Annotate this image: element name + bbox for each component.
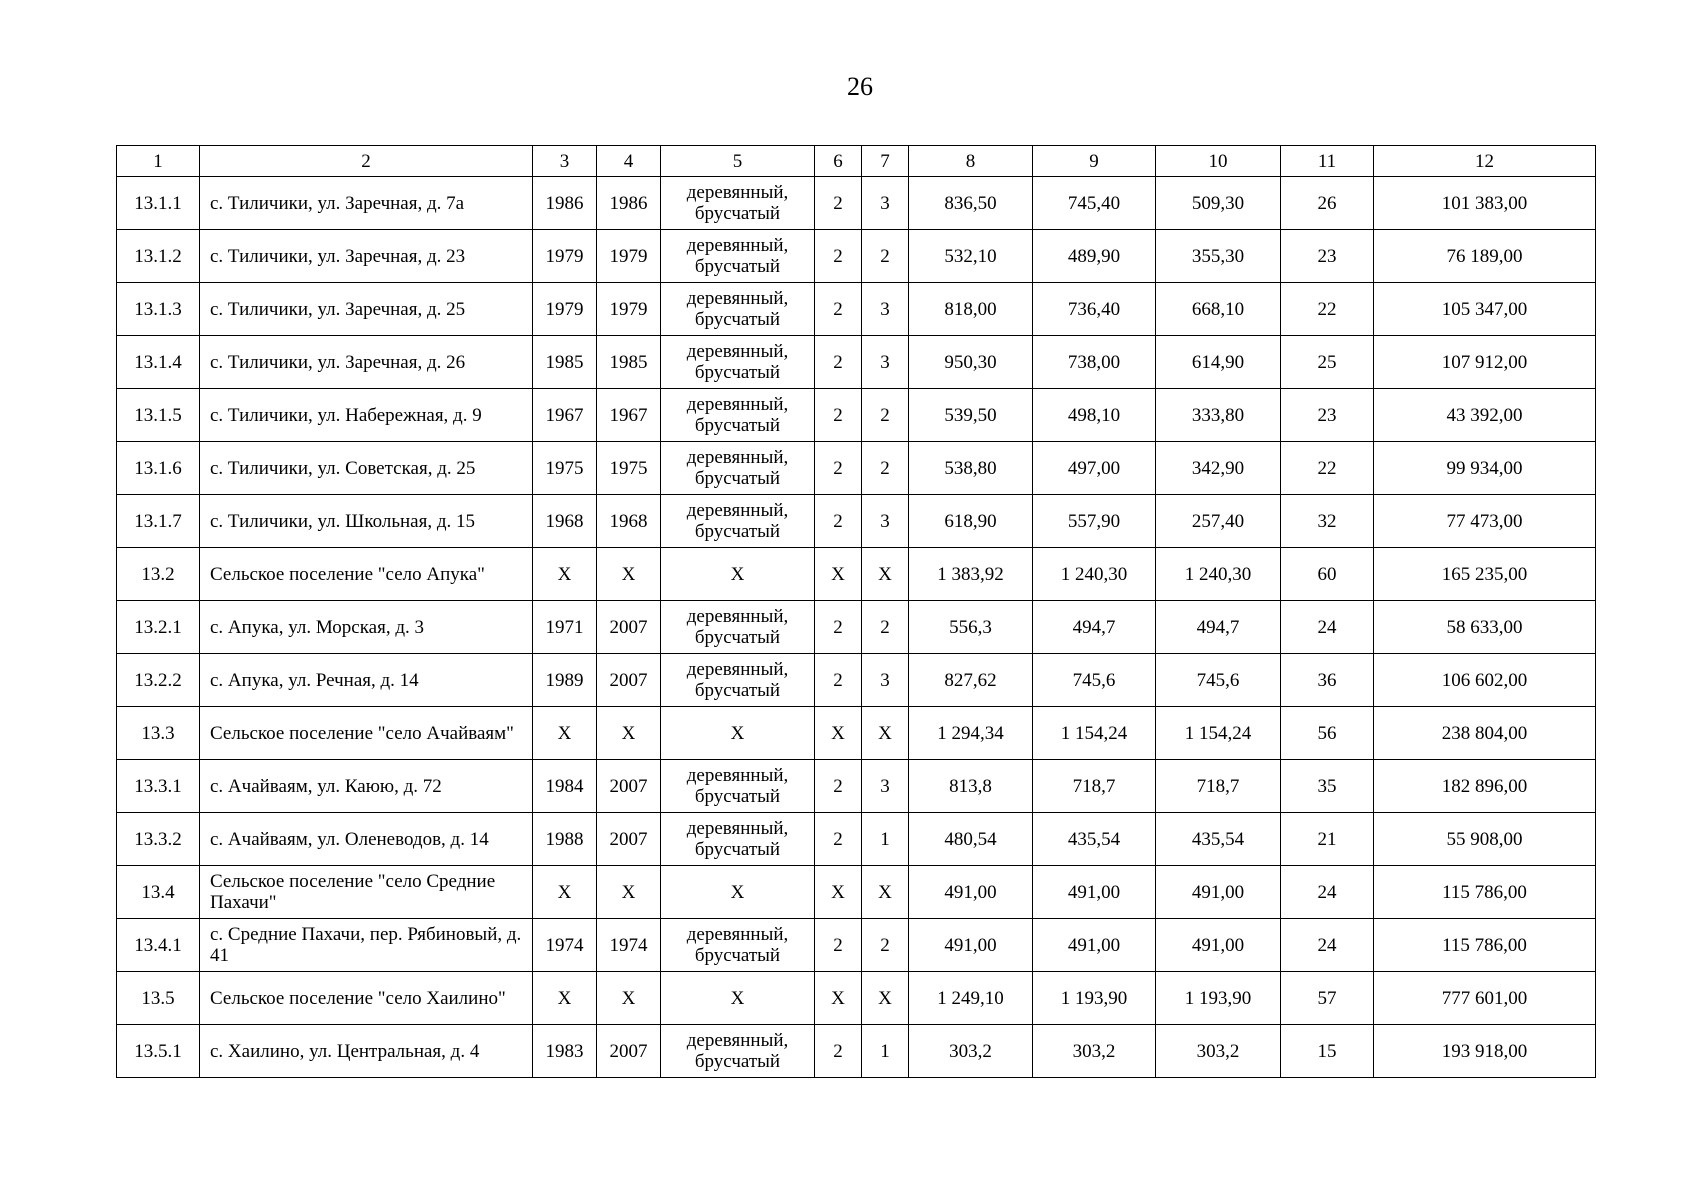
col-residents: 23 bbox=[1281, 230, 1374, 283]
col-entrances: 3 bbox=[862, 283, 909, 336]
col-cost: 43 392,00 bbox=[1374, 389, 1596, 442]
col-living-area: 491,00 bbox=[1033, 919, 1156, 972]
col-entrances: 3 bbox=[862, 336, 909, 389]
col-entrances: 3 bbox=[862, 760, 909, 813]
col-wall-material: деревянный, брусчатый bbox=[661, 1025, 815, 1078]
col-residents: 21 bbox=[1281, 813, 1374, 866]
col-wall-material: деревянный, брусчатый bbox=[661, 283, 815, 336]
col-entrances: 2 bbox=[862, 442, 909, 495]
header-cell-12: 12 bbox=[1374, 146, 1596, 177]
col-wall-material: деревянный, брусчатый bbox=[661, 495, 815, 548]
col-living-area: 745,40 bbox=[1033, 177, 1156, 230]
col-cost: 182 896,00 bbox=[1374, 760, 1596, 813]
col-living-area: 494,7 bbox=[1033, 601, 1156, 654]
col-living-area: 498,10 bbox=[1033, 389, 1156, 442]
col-floors: 2 bbox=[815, 654, 862, 707]
col-address: с. Апука, ул. Морская, д. 3 bbox=[200, 601, 533, 654]
col-total-area: 556,3 bbox=[909, 601, 1033, 654]
col-row-id: 13.1.1 bbox=[117, 177, 200, 230]
col-year-built: 1988 bbox=[533, 813, 597, 866]
col-residents: 23 bbox=[1281, 389, 1374, 442]
col-row-id: 13.1.5 bbox=[117, 389, 200, 442]
col-year-transfer: X bbox=[597, 866, 661, 919]
col-residents: 56 bbox=[1281, 707, 1374, 760]
table-row bbox=[117, 866, 1596, 919]
col-year-built: 1967 bbox=[533, 389, 597, 442]
col-residents: 24 bbox=[1281, 866, 1374, 919]
header-cell-1: 1 bbox=[117, 146, 200, 177]
col-residents: 26 bbox=[1281, 177, 1374, 230]
col-row-id: 13.1.6 bbox=[117, 442, 200, 495]
col-cost: 193 918,00 bbox=[1374, 1025, 1596, 1078]
table-row bbox=[117, 972, 1596, 1025]
col-area-10: 491,00 bbox=[1156, 919, 1281, 972]
col-entrances: 2 bbox=[862, 601, 909, 654]
col-cost: 115 786,00 bbox=[1374, 866, 1596, 919]
col-year-built: 1979 bbox=[533, 283, 597, 336]
col-residents: 32 bbox=[1281, 495, 1374, 548]
header-cell-10: 10 bbox=[1156, 146, 1281, 177]
col-cost: 76 189,00 bbox=[1374, 230, 1596, 283]
col-floors: 2 bbox=[815, 336, 862, 389]
col-wall-material: деревянный, брусчатый bbox=[661, 336, 815, 389]
col-cost: 238 804,00 bbox=[1374, 707, 1596, 760]
col-year-built: 1971 bbox=[533, 601, 597, 654]
table-row bbox=[117, 230, 1596, 283]
col-year-built: 1975 bbox=[533, 442, 597, 495]
col-address: с. Ачайваям, ул. Каюю, д. 72 bbox=[200, 760, 533, 813]
col-entrances: 2 bbox=[862, 919, 909, 972]
col-living-area: 491,00 bbox=[1033, 866, 1156, 919]
header-cell-6: 6 bbox=[815, 146, 862, 177]
col-total-area: 491,00 bbox=[909, 919, 1033, 972]
header-cell-5: 5 bbox=[661, 146, 815, 177]
col-total-area: 532,10 bbox=[909, 230, 1033, 283]
table-row bbox=[117, 336, 1596, 389]
col-floors: 2 bbox=[815, 760, 862, 813]
col-area-10: 303,2 bbox=[1156, 1025, 1281, 1078]
col-living-area: 736,40 bbox=[1033, 283, 1156, 336]
col-wall-material: деревянный, брусчатый bbox=[661, 230, 815, 283]
col-total-area: 1 249,10 bbox=[909, 972, 1033, 1025]
col-address: с. Хаилино, ул. Центральная, д. 4 bbox=[200, 1025, 533, 1078]
col-wall-material: деревянный, брусчатый bbox=[661, 919, 815, 972]
col-floors: 2 bbox=[815, 601, 862, 654]
header-cell-9: 9 bbox=[1033, 146, 1156, 177]
table-row bbox=[117, 601, 1596, 654]
col-wall-material: деревянный, брусчатый bbox=[661, 389, 815, 442]
col-floors: X bbox=[815, 707, 862, 760]
col-row-id: 13.2.1 bbox=[117, 601, 200, 654]
col-living-area: 557,90 bbox=[1033, 495, 1156, 548]
col-year-transfer: X bbox=[597, 972, 661, 1025]
col-wall-material: X bbox=[661, 548, 815, 601]
col-address: Сельское поселение "село Апука" bbox=[200, 548, 533, 601]
col-cost: 55 908,00 bbox=[1374, 813, 1596, 866]
col-wall-material: X bbox=[661, 866, 815, 919]
col-year-built: 1968 bbox=[533, 495, 597, 548]
col-address: с. Тиличики, ул. Набережная, д. 9 bbox=[200, 389, 533, 442]
col-residents: 60 bbox=[1281, 548, 1374, 601]
col-cost: 101 383,00 bbox=[1374, 177, 1596, 230]
col-row-id: 13.5 bbox=[117, 972, 200, 1025]
col-row-id: 13.1.7 bbox=[117, 495, 200, 548]
col-year-built: 1979 bbox=[533, 230, 597, 283]
col-total-area: 480,54 bbox=[909, 813, 1033, 866]
col-wall-material: деревянный, брусчатый bbox=[661, 813, 815, 866]
col-residents: 22 bbox=[1281, 442, 1374, 495]
col-year-transfer: 1968 bbox=[597, 495, 661, 548]
col-floors: 2 bbox=[815, 495, 862, 548]
col-wall-material: деревянный, брусчатый bbox=[661, 601, 815, 654]
header-cell-2: 2 bbox=[200, 146, 533, 177]
col-entrances: X bbox=[862, 548, 909, 601]
col-entrances: X bbox=[862, 972, 909, 1025]
col-living-area: 497,00 bbox=[1033, 442, 1156, 495]
col-floors: 2 bbox=[815, 230, 862, 283]
col-living-area: 489,90 bbox=[1033, 230, 1156, 283]
col-total-area: 539,50 bbox=[909, 389, 1033, 442]
col-entrances: 3 bbox=[862, 177, 909, 230]
col-wall-material: деревянный, брусчатый bbox=[661, 177, 815, 230]
col-area-10: 355,30 bbox=[1156, 230, 1281, 283]
col-floors: 2 bbox=[815, 919, 862, 972]
col-living-area: 718,7 bbox=[1033, 760, 1156, 813]
col-cost: 77 473,00 bbox=[1374, 495, 1596, 548]
col-area-10: 333,80 bbox=[1156, 389, 1281, 442]
table-row bbox=[117, 919, 1596, 972]
page-number: 26 bbox=[847, 72, 873, 101]
col-cost: 115 786,00 bbox=[1374, 919, 1596, 972]
col-year-built: 1974 bbox=[533, 919, 597, 972]
col-cost: 165 235,00 bbox=[1374, 548, 1596, 601]
col-total-area: 491,00 bbox=[909, 866, 1033, 919]
col-living-area: 1 193,90 bbox=[1033, 972, 1156, 1025]
col-cost: 105 347,00 bbox=[1374, 283, 1596, 336]
col-year-transfer: 2007 bbox=[597, 601, 661, 654]
col-total-area: 1 383,92 bbox=[909, 548, 1033, 601]
header-cell-4: 4 bbox=[597, 146, 661, 177]
col-address: с. Тиличики, ул. Заречная, д. 25 bbox=[200, 283, 533, 336]
col-year-transfer: 1975 bbox=[597, 442, 661, 495]
table-row bbox=[117, 654, 1596, 707]
col-total-area: 1 294,34 bbox=[909, 707, 1033, 760]
col-year-transfer: 1985 bbox=[597, 336, 661, 389]
col-row-id: 13.5.1 bbox=[117, 1025, 200, 1078]
table-body bbox=[117, 146, 1596, 1078]
col-area-10: 342,90 bbox=[1156, 442, 1281, 495]
col-address: Сельское поселение "село Средние Пахачи" bbox=[200, 866, 533, 919]
col-residents: 22 bbox=[1281, 283, 1374, 336]
col-area-10: 1 240,30 bbox=[1156, 548, 1281, 601]
col-year-transfer: 2007 bbox=[597, 1025, 661, 1078]
col-residents: 24 bbox=[1281, 919, 1374, 972]
col-area-10: 1 193,90 bbox=[1156, 972, 1281, 1025]
col-year-transfer: X bbox=[597, 707, 661, 760]
table-row bbox=[117, 442, 1596, 495]
col-area-10: 257,40 bbox=[1156, 495, 1281, 548]
col-address: Сельское поселение "село Ачайваям" bbox=[200, 707, 533, 760]
col-floors: 2 bbox=[815, 442, 862, 495]
col-address: с. Тиличики, ул. Заречная, д. 7а bbox=[200, 177, 533, 230]
col-living-area: 738,00 bbox=[1033, 336, 1156, 389]
table-row bbox=[117, 707, 1596, 760]
col-address: с. Ачайваям, ул. Оленеводов, д. 14 bbox=[200, 813, 533, 866]
col-area-10: 718,7 bbox=[1156, 760, 1281, 813]
col-total-area: 836,50 bbox=[909, 177, 1033, 230]
col-entrances: 2 bbox=[862, 389, 909, 442]
col-living-area: 1 240,30 bbox=[1033, 548, 1156, 601]
col-cost: 777 601,00 bbox=[1374, 972, 1596, 1025]
col-wall-material: деревянный, брусчатый bbox=[661, 442, 815, 495]
col-residents: 15 bbox=[1281, 1025, 1374, 1078]
col-row-id: 13.1.3 bbox=[117, 283, 200, 336]
col-wall-material: деревянный, брусчатый bbox=[661, 760, 815, 813]
col-entrances: 1 bbox=[862, 813, 909, 866]
col-cost: 99 934,00 bbox=[1374, 442, 1596, 495]
col-row-id: 13.2.2 bbox=[117, 654, 200, 707]
col-area-10: 509,30 bbox=[1156, 177, 1281, 230]
col-residents: 36 bbox=[1281, 654, 1374, 707]
col-floors: X bbox=[815, 548, 862, 601]
col-living-area: 435,54 bbox=[1033, 813, 1156, 866]
col-address: с. Тиличики, ул. Советская, д. 25 bbox=[200, 442, 533, 495]
col-address: с. Тиличики, ул. Заречная, д. 23 bbox=[200, 230, 533, 283]
col-year-transfer: 1974 bbox=[597, 919, 661, 972]
col-address: Сельское поселение "село Хаилино" bbox=[200, 972, 533, 1025]
col-total-area: 303,2 bbox=[909, 1025, 1033, 1078]
table-row bbox=[117, 760, 1596, 813]
col-residents: 25 bbox=[1281, 336, 1374, 389]
col-year-built: X bbox=[533, 866, 597, 919]
col-row-id: 13.2 bbox=[117, 548, 200, 601]
table-row bbox=[117, 813, 1596, 866]
col-year-built: X bbox=[533, 707, 597, 760]
col-year-transfer: 1967 bbox=[597, 389, 661, 442]
col-row-id: 13.3 bbox=[117, 707, 200, 760]
header-cell-7: 7 bbox=[862, 146, 909, 177]
col-entrances: 3 bbox=[862, 654, 909, 707]
table-row bbox=[117, 495, 1596, 548]
col-cost: 106 602,00 bbox=[1374, 654, 1596, 707]
col-cost: 58 633,00 bbox=[1374, 601, 1596, 654]
col-area-10: 668,10 bbox=[1156, 283, 1281, 336]
col-row-id: 13.4 bbox=[117, 866, 200, 919]
col-area-10: 1 154,24 bbox=[1156, 707, 1281, 760]
col-area-10: 491,00 bbox=[1156, 866, 1281, 919]
col-total-area: 950,30 bbox=[909, 336, 1033, 389]
col-year-transfer: 1986 bbox=[597, 177, 661, 230]
col-area-10: 494,7 bbox=[1156, 601, 1281, 654]
col-year-transfer: 1979 bbox=[597, 283, 661, 336]
col-address: с. Апука, ул. Речная, д. 14 bbox=[200, 654, 533, 707]
col-year-transfer: 2007 bbox=[597, 813, 661, 866]
col-entrances: 1 bbox=[862, 1025, 909, 1078]
col-floors: 2 bbox=[815, 813, 862, 866]
col-area-10: 614,90 bbox=[1156, 336, 1281, 389]
housing-registry-table bbox=[116, 145, 1596, 1078]
col-entrances: 2 bbox=[862, 230, 909, 283]
col-total-area: 538,80 bbox=[909, 442, 1033, 495]
col-year-built: X bbox=[533, 972, 597, 1025]
col-floors: 2 bbox=[815, 389, 862, 442]
col-year-transfer: X bbox=[597, 548, 661, 601]
col-year-transfer: 2007 bbox=[597, 654, 661, 707]
col-residents: 57 bbox=[1281, 972, 1374, 1025]
col-year-built: 1985 bbox=[533, 336, 597, 389]
col-year-built: X bbox=[533, 548, 597, 601]
col-floors: X bbox=[815, 866, 862, 919]
col-entrances: 3 bbox=[862, 495, 909, 548]
col-entrances: X bbox=[862, 866, 909, 919]
col-row-id: 13.1.4 bbox=[117, 336, 200, 389]
col-floors: 2 bbox=[815, 283, 862, 336]
col-total-area: 818,00 bbox=[909, 283, 1033, 336]
table-row bbox=[117, 548, 1596, 601]
col-area-10: 435,54 bbox=[1156, 813, 1281, 866]
col-year-built: 1986 bbox=[533, 177, 597, 230]
col-living-area: 745,6 bbox=[1033, 654, 1156, 707]
col-residents: 24 bbox=[1281, 601, 1374, 654]
col-wall-material: X bbox=[661, 972, 815, 1025]
col-wall-material: X bbox=[661, 707, 815, 760]
col-living-area: 1 154,24 bbox=[1033, 707, 1156, 760]
col-year-built: 1984 bbox=[533, 760, 597, 813]
col-total-area: 618,90 bbox=[909, 495, 1033, 548]
header-cell-8: 8 bbox=[909, 146, 1033, 177]
col-year-transfer: 1979 bbox=[597, 230, 661, 283]
col-wall-material: деревянный, брусчатый bbox=[661, 654, 815, 707]
table-row bbox=[117, 389, 1596, 442]
table-row bbox=[117, 177, 1596, 230]
col-total-area: 813,8 bbox=[909, 760, 1033, 813]
col-address: с. Средние Пахачи, пер. Рябиновый, д. 41 bbox=[200, 919, 533, 972]
col-address: с. Тиличики, ул. Школьная, д. 15 bbox=[200, 495, 533, 548]
col-row-id: 13.1.2 bbox=[117, 230, 200, 283]
header-cell-3: 3 bbox=[533, 146, 597, 177]
col-address: с. Тиличики, ул. Заречная, д. 26 bbox=[200, 336, 533, 389]
col-total-area: 827,62 bbox=[909, 654, 1033, 707]
col-entrances: X bbox=[862, 707, 909, 760]
col-row-id: 13.4.1 bbox=[117, 919, 200, 972]
header-cell-11: 11 bbox=[1281, 146, 1374, 177]
col-area-10: 745,6 bbox=[1156, 654, 1281, 707]
table-row bbox=[117, 1025, 1596, 1078]
col-year-built: 1983 bbox=[533, 1025, 597, 1078]
col-year-transfer: 2007 bbox=[597, 760, 661, 813]
col-row-id: 13.3.1 bbox=[117, 760, 200, 813]
col-year-built: 1989 bbox=[533, 654, 597, 707]
table-row bbox=[117, 283, 1596, 336]
col-living-area: 303,2 bbox=[1033, 1025, 1156, 1078]
col-row-id: 13.3.2 bbox=[117, 813, 200, 866]
col-floors: X bbox=[815, 972, 862, 1025]
col-cost: 107 912,00 bbox=[1374, 336, 1596, 389]
col-floors: 2 bbox=[815, 1025, 862, 1078]
col-residents: 35 bbox=[1281, 760, 1374, 813]
col-floors: 2 bbox=[815, 177, 862, 230]
column-number-row bbox=[117, 146, 1596, 177]
